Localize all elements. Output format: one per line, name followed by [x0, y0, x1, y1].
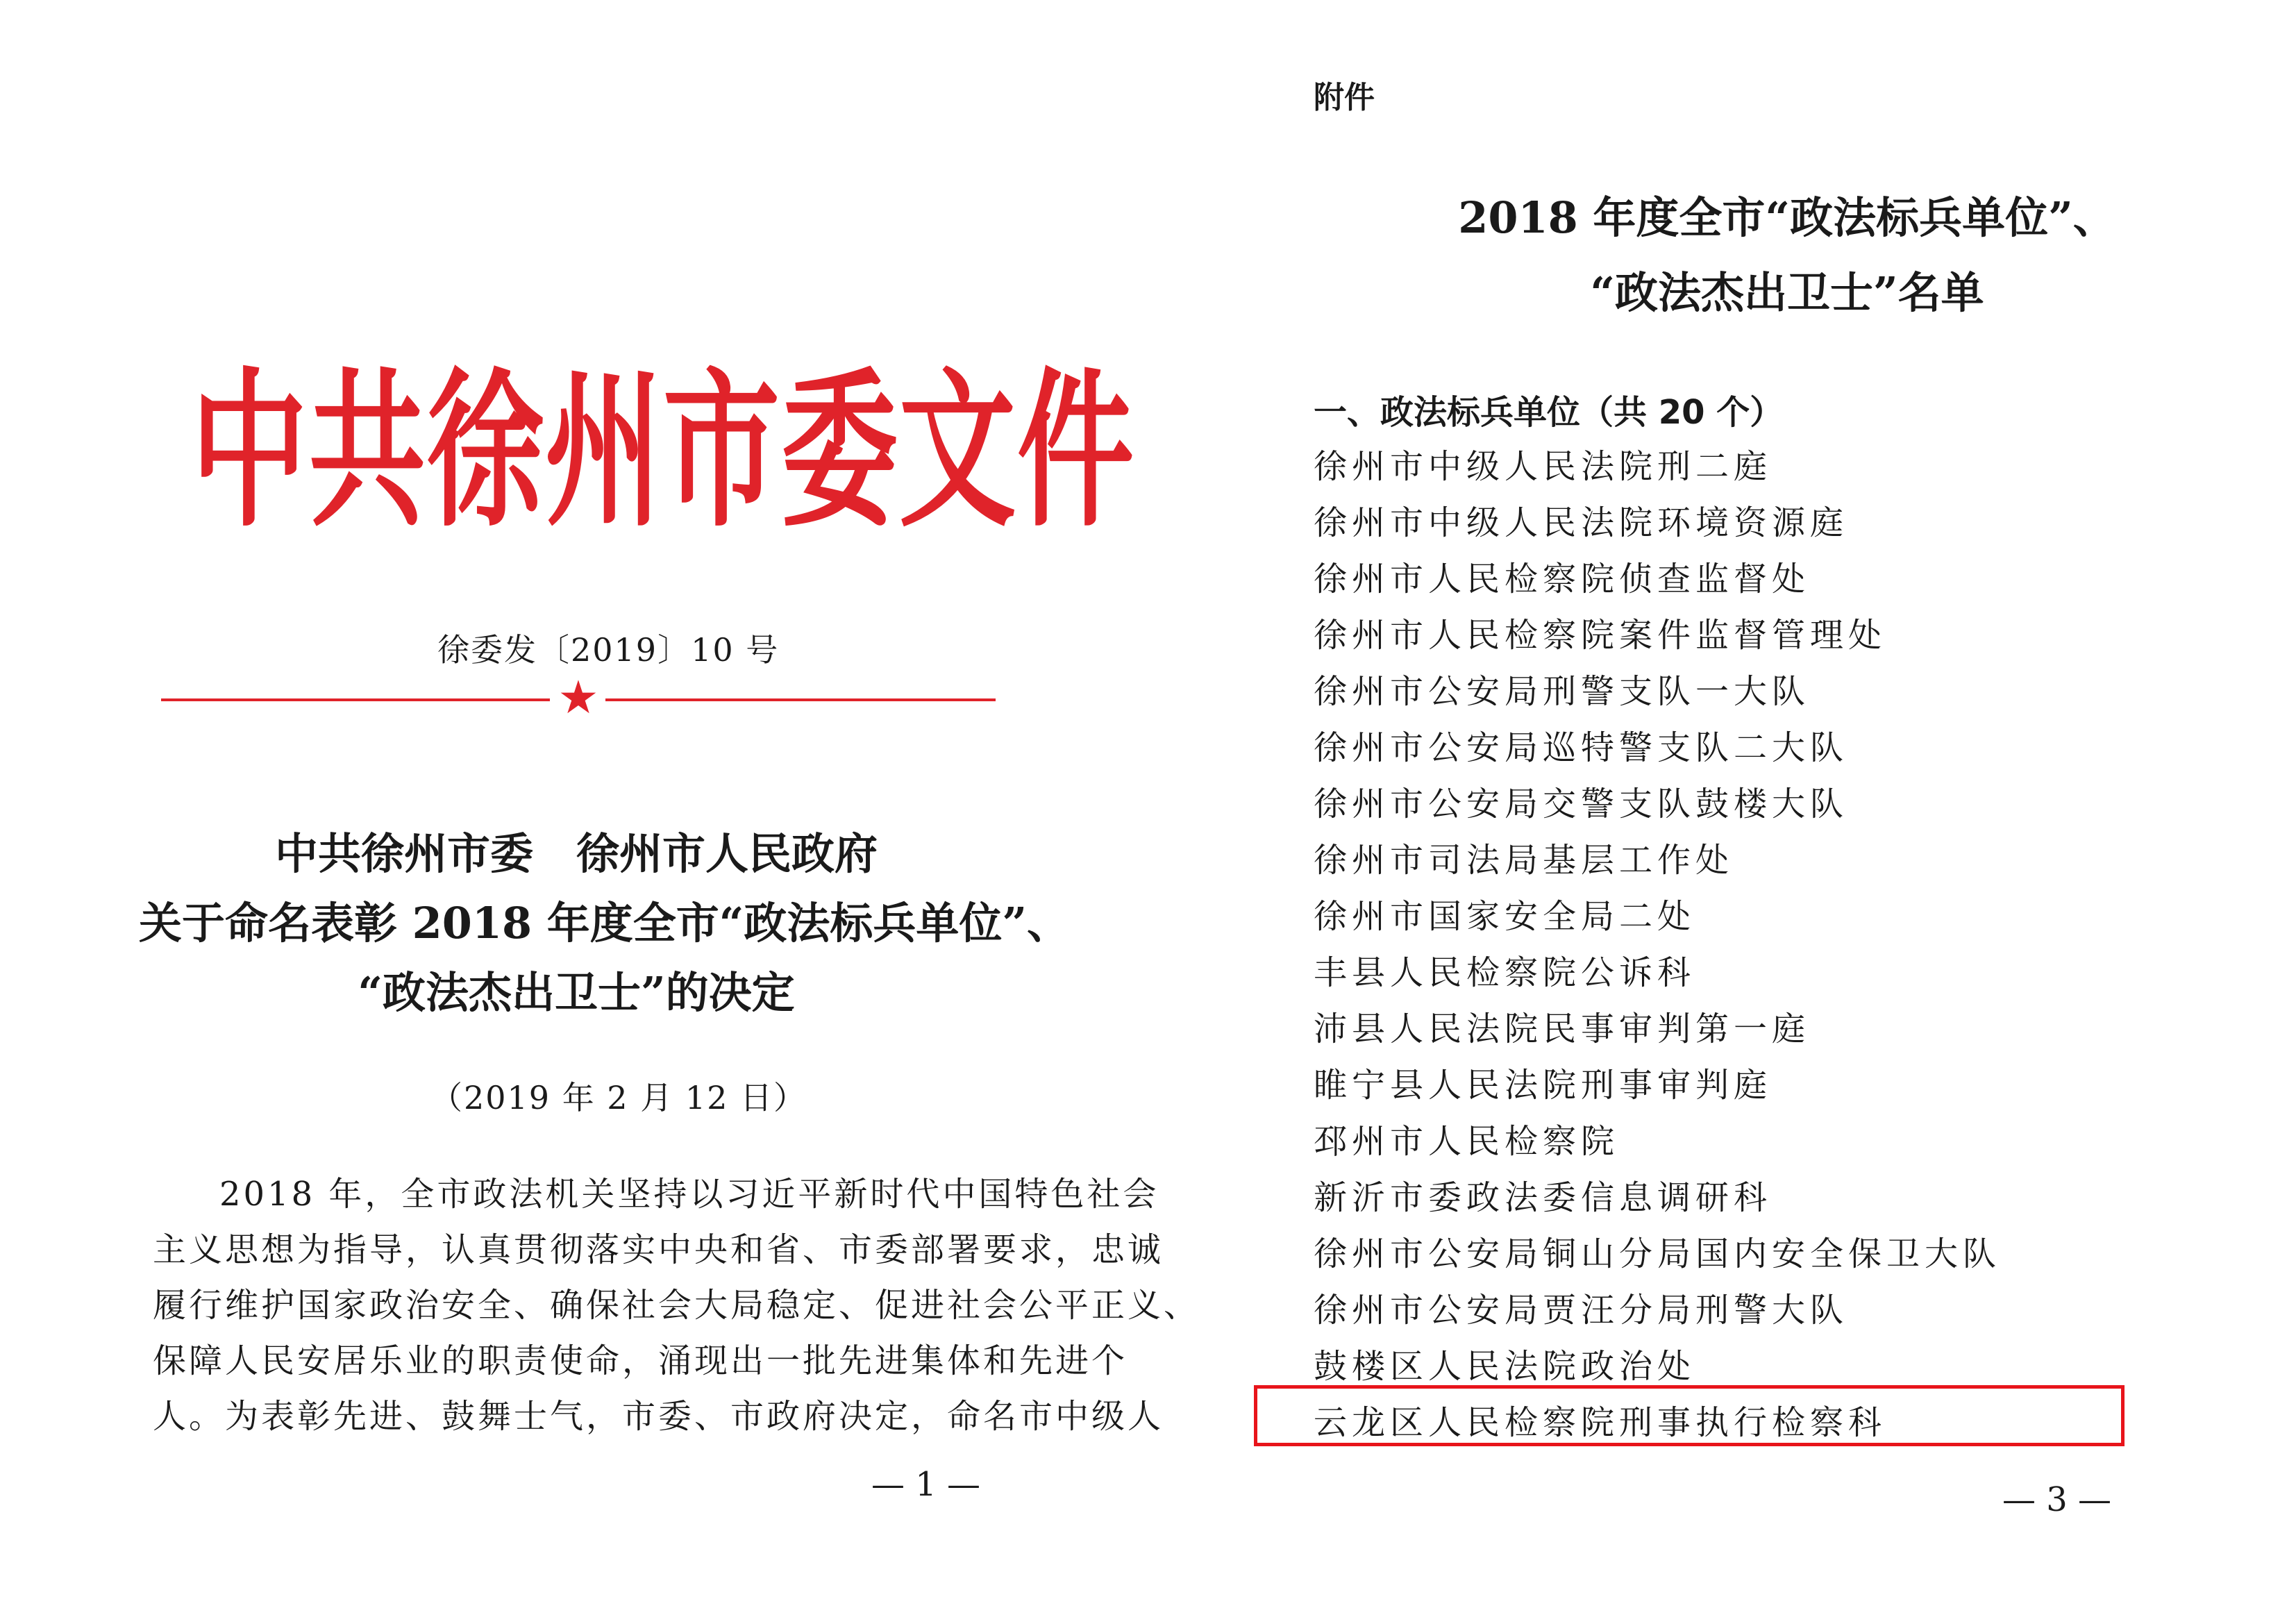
decision-title — [139, 819, 1071, 1028]
decision-title-line: 关于命名表彰 2018 年度全市“政法标兵单位”、 — [139, 898, 1071, 948]
document-number: 徐委发〔2019〕10 号 — [437, 631, 780, 669]
red-separator-right — [605, 698, 996, 701]
star-icon: ★ — [558, 671, 599, 724]
header-char: 件 — [1017, 352, 1135, 551]
list-item: 徐州市人民检察院案件监督管理处 — [1314, 616, 1887, 655]
list-item: 徐州市公安局巡特警支队二大队 — [1314, 728, 1849, 767]
list-title-line: 2018 年度全市“政法标兵单位”、 — [1458, 192, 2116, 243]
list-item: 丰县人民检察院公诉科 — [1314, 953, 1696, 992]
list-item: 徐州市人民检察院侦查监督处 — [1314, 560, 1811, 598]
list-title-line: “政法杰出卫士”名单 — [1590, 267, 1984, 318]
highlight-box — [1254, 1385, 2125, 1446]
header-char: 委 — [781, 352, 899, 551]
body-line: 2018 年，全市政法机关坚持以习近平新时代中国特色社会 — [219, 1175, 1159, 1214]
body-paragraph — [153, 1166, 1200, 1444]
body-line: 主义思想为指导，认真贯彻落实中央和省、市委部署要求，忠诚 — [153, 1230, 1164, 1269]
section-heading: 一、政法标兵单位（共 20 个） — [1314, 393, 1784, 432]
list-title — [1357, 181, 2218, 330]
document-header-title — [191, 352, 1135, 551]
decision-title-line: “政法杰出卫士”的决定 — [358, 967, 795, 1018]
list-item: 沛县人民法院民事审判第一庭 — [1314, 1010, 1811, 1048]
list-item: 徐州市国家安全局二处 — [1314, 897, 1696, 936]
header-char: 文 — [899, 352, 1017, 551]
list-item: 徐州市司法局基层工作处 — [1314, 841, 1734, 880]
body-line: 人。为表彰先进、鼓舞士气，市委、市政府决定，命名市中级人 — [153, 1397, 1164, 1436]
list-item: 徐州市公安局刑警支队一大队 — [1314, 672, 1811, 711]
header-char: 州 — [545, 352, 663, 551]
page-number: — 1 — — [871, 1465, 981, 1504]
list-item: 徐州市中级人民法院刑二庭 — [1314, 447, 1773, 486]
list-item: 新沂市委政法委信息调研科 — [1314, 1178, 1773, 1217]
decision-date: （2019 年 2 月 12 日） — [430, 1079, 807, 1116]
header-char: 徐 — [427, 352, 545, 551]
list-item: 睢宁县人民法院刑事审判庭 — [1314, 1066, 1773, 1105]
body-line: 保障人民安居乐业的职责使命，涌现出一批先进集体和先进个 — [153, 1341, 1128, 1380]
list-item: 邳州市人民检察院 — [1314, 1122, 1620, 1161]
list-item: 徐州市公安局铜山分局国内安全保卫大队 — [1314, 1234, 2002, 1273]
list-item-highlighted: 云龙区人民检察院刑事执行检察科 — [1314, 1403, 1887, 1442]
list-item: 徐州市公安局贾汪分局刑警大队 — [1314, 1291, 1849, 1330]
decision-title-line: 中共徐州市委 徐州市人民政府 — [274, 828, 878, 879]
body-line: 履行维护国家政治安全、确保社会大局稳定、促进社会公平正义、 — [153, 1286, 1200, 1325]
list-item: 徐州市公安局交警支队鼓楼大队 — [1314, 785, 1849, 823]
attachment-label: 附件 — [1314, 80, 1375, 115]
list-item: 鼓楼区人民法院政治处 — [1314, 1347, 1696, 1386]
unit-list — [1314, 439, 2001, 1451]
list-item: 徐州市中级人民法院环境资源庭 — [1314, 503, 1849, 542]
red-separator-left — [161, 698, 550, 701]
page-number: — 3 — — [2002, 1480, 2112, 1519]
header-char: 中 — [191, 352, 309, 551]
header-char: 共 — [309, 352, 427, 551]
header-char: 市 — [663, 352, 781, 551]
right-page — [1148, 0, 2296, 1624]
